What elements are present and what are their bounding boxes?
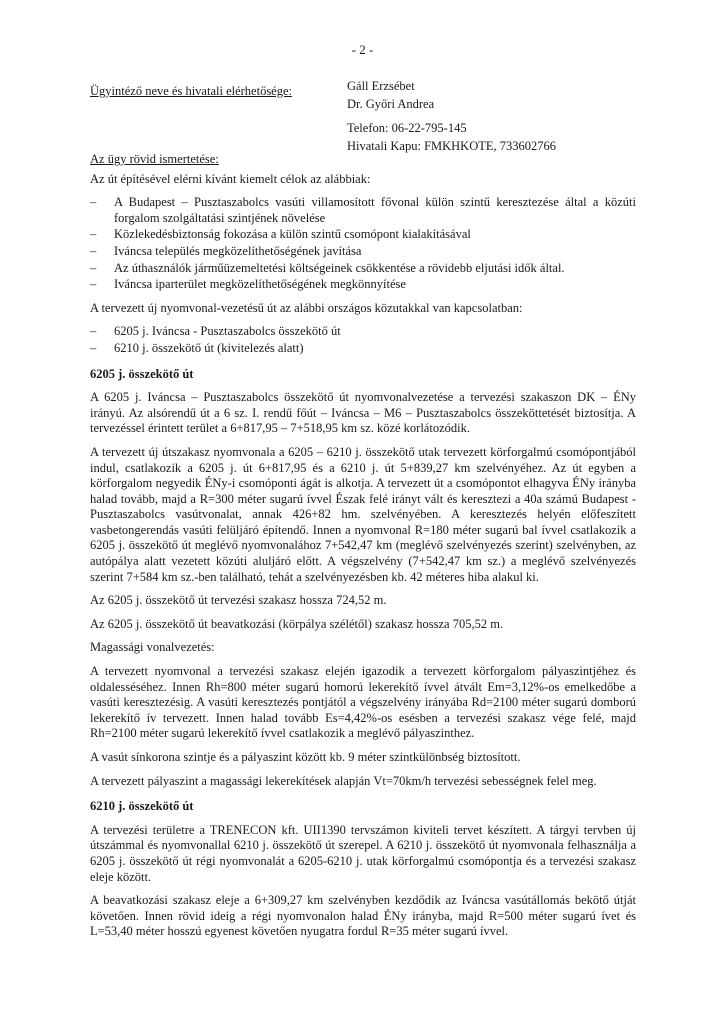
connections-list — [90, 324, 636, 356]
paragraph: A tervezett nyomvonal a tervezési szakasz elején igazodik a tervezett körforgalom pályaszintjéhez és oldalesséséhez. Innen Rh=800 méter sugarú homorú lekerekítő ívvel átvált Em=3,12%-os emelkedőbe a vasúti keresztezésig. A vasúti keresztezés pontjától a végszelvény irányába Rd=2100 méter sugarú domború lekerekítő ív tervezett. Innen halad tovább Es=4,42%-os esésben a tervezési szakasz vége felé, majd Rh=2100 méter sugarú lekerekítő ívvel csatlakozik a meglévő pályaszinthez. — [90, 664, 636, 741]
paragraph: Magassági vonalvezetés: — [90, 640, 215, 655]
paragraph: Az 6205 j. összekötő út tervezési szakasz hossza 724,52 m. — [90, 593, 387, 608]
officer-name: Gáll Erzsébet — [347, 79, 415, 93]
list-item: – Iváncsa település megközelíthetőségének javítása — [90, 243, 362, 258]
contact-block — [347, 78, 556, 155]
summary-intro: Az út építésével elérni kívánt kiemelt célok az alábbiak: — [90, 171, 371, 186]
goals-list — [90, 195, 636, 293]
phone-number: Telefon: 06-22-795-145 — [347, 121, 467, 135]
office-gate-id: Hivatali Kapu: FMKHKOTE, 733602766 — [347, 138, 557, 153]
paragraph: A 6205 j. Iváncsa – Pusztaszabolcs összekötő út nyomvonalvezetése a tervezési szakaszon DK – ÉNy irányú. Az alsórendű út a 6 sz. I. rendű főút – Iváncsa – M6 – Pusztaszabolcs összeköttetését biztosítja. A tervezéssel érintett terület a 6+817,95 – 7+518,95 km sz. közé korlátozódik. — [90, 390, 636, 436]
list-item: – A Budapest – Pusztaszabolcs vasúti villamosított fővonal külön szintű keresztezése által a közúti forgalom szolgáltatási szintjének növelése — [90, 195, 636, 225]
page-number: - 2 - — [351, 42, 374, 57]
paragraph: Az 6205 j. összekötő út beavatkozási (körpálya szélétől) szakasz hossza 705,52 m. — [90, 616, 504, 631]
document-body — [90, 152, 636, 948]
list-item: – Iváncsa iparterület megközelíthetőségének megkönnyítése — [90, 277, 406, 292]
paragraph: A tervezési területre a TRENECON kft. UII1390 tervszámon kiviteli tervet készített. A tárgyi tervben új útszámmal és nyomvonallal 6210 j. összekötő út szerepel. A 6210 j. összekötő út nyomvonala felhasználja a 6205 j. összekötő út régi nyomvonalát a 6205-6210 j. utak körforgalmú csomópontja és a tervezési szakasz eleje között. — [90, 822, 636, 884]
case-officer-label: Ügyintéző neve és hivatali elérhetősége: — [90, 84, 293, 98]
connections-intro: A tervezett új nyomvonal-vezetésű út az alábbi országos közutakkal van kapcsolatban: — [90, 300, 523, 315]
paragraph: A tervezett pályaszint a magassági lekerekítések alapján Vt=70km/h tervezési sebességnek felel meg. — [90, 773, 597, 788]
list-item: – Közlekedésbiztonság fokozása a külön szintű csomópont kialakításával — [90, 227, 471, 242]
paragraph: A tervezett új útszakasz nyomvonala a 6205 – 6210 j. összekötő utak tervezett körforgalmú csomópontjából indul, csatlakozik a 6205 j. út 6+817,95 és a 6210 j. út 5+839,27 km szelvényéhez. Az út egyben a körforgalom negyedik ÉNy-i csomóponti ágát is alkotja. A tervezett út a csomópontot elhagyva ÉNy irányba halad tovább, majd a R=300 méter sugarú ívvel Észak felé irányt vált és keresztezi a 40a számú Budapest - Pusztaszabolcs vasútvonalat, annak 426+82 hm. szelvényében. A keresztezés helyén előfeszített vasbetongerendás vasúti felüljáró építendő. Innen a nyomvonal R=180 méter sugarú bal ívvel csatlakozik a 6205 j. összekötő út meglévő nyomvonalához 7+542,47 km (meglévő szelvényezés szerint) szelvényben, az autópálya alatt vezetett közúti aluljáró előtt. A végszelvény (7+542,47 km sz.) a meglévő szelvényezés szerint 7+584 km sz.-ben található, tehát a szelvényezésben kb. 42 méteres hiba alakul ki. — [90, 444, 636, 584]
paragraph: A vasút sínkorona szintje és a pályaszint között kb. 9 méter szintkülönbség biztosított. — [90, 750, 521, 764]
officer-name: Dr. Győri Andrea — [347, 96, 435, 111]
section-heading: 6205 j. összekötő út — [90, 366, 194, 381]
list-item: – 6205 j. Iváncsa - Pusztaszabolcs összekötő út — [90, 324, 341, 339]
list-item: – Az úthasználók járműüzemeltetési költségeinek csökkentése a rövidebb eljutási idők által. — [90, 260, 565, 275]
paragraph: A beavatkozási szakasz eleje a 6+309,27 km szelvényben kezdődik az Iváncsa vasútállomás bekötő útját követően. Innen rövid ideig a régi nyomvonalon halad ÉNy irányba, majd R=500 méter sugarú ívet és L=53,40 méter hosszú egyenest követően nyugatra fordul R=35 méter sugarú ívvel. — [90, 893, 636, 939]
summary-title: Az ügy rövid ismertetése: — [90, 152, 219, 166]
section-heading: 6210 j. összekötő út — [90, 799, 194, 814]
list-item: – 6210 j. összekötő út (kivitelezés alatt) — [90, 340, 304, 355]
